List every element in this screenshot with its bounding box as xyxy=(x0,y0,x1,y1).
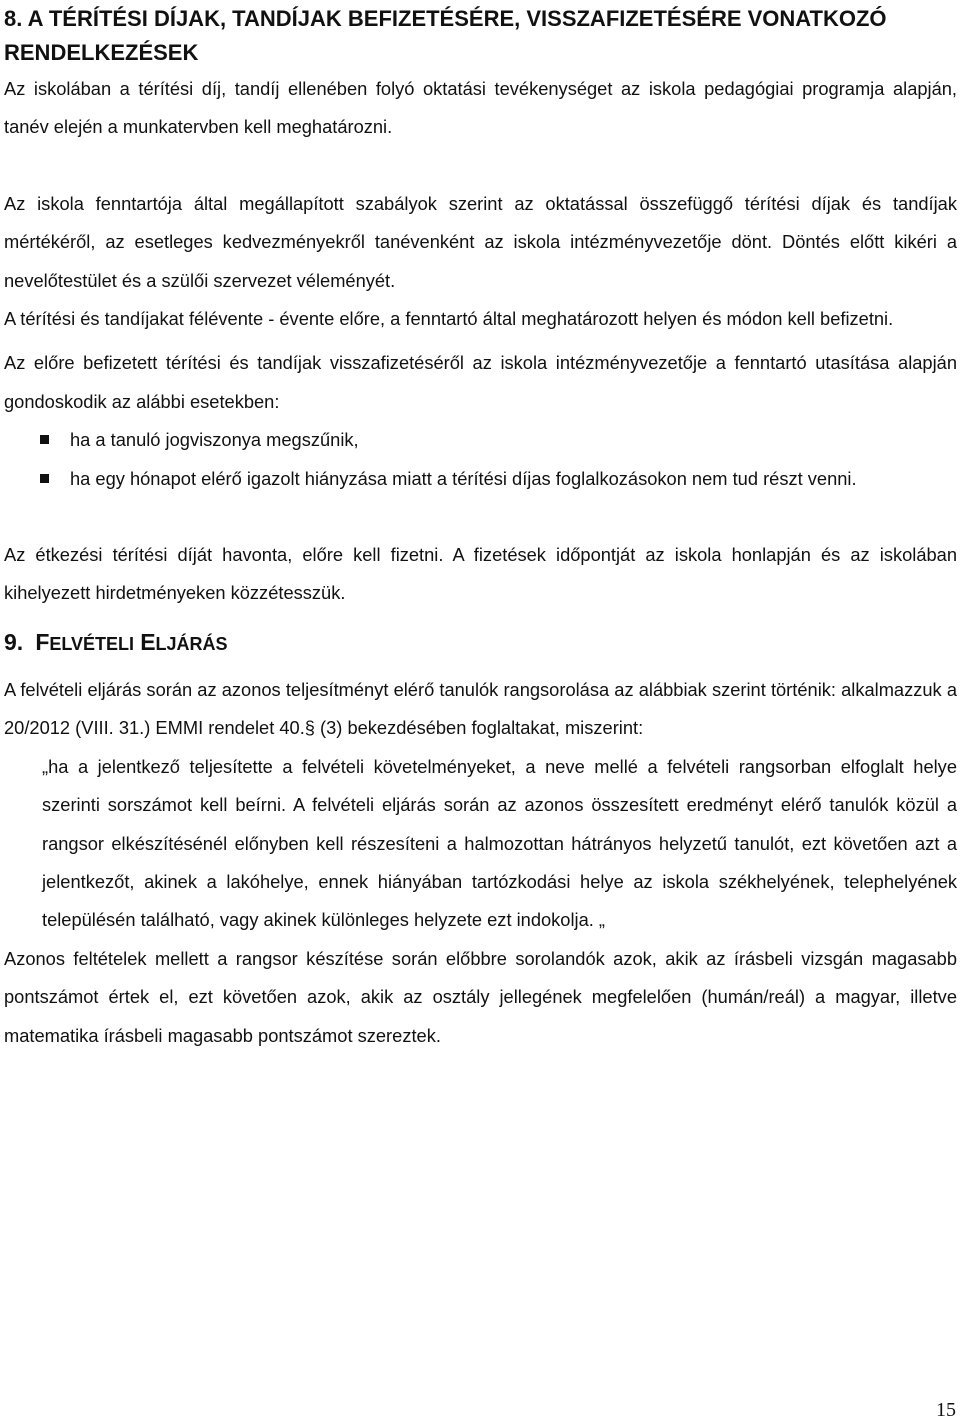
square-bullet-icon xyxy=(40,435,49,444)
section-9-heading-initial-2: E xyxy=(140,628,156,655)
section-9-heading-rest-2: LJÁRÁS xyxy=(155,633,228,654)
section-9-heading-initial-1: F xyxy=(35,628,50,655)
square-bullet-icon xyxy=(40,474,49,483)
list-item xyxy=(70,460,957,498)
section-8-paragraph-1: Az iskolában a térítési díj, tandíj ellenében folyó oktatási tevékenységet az iskola pedagógiai programja alapján, tanév elején a munkatervben kell meghatározni. xyxy=(4,78,957,138)
section-9-number: 9. xyxy=(4,628,24,655)
list-item-text: ha egy hónapot elérő igazolt hiányzása miatt a térítési díjas foglalkozásokon nem tud részt venni. xyxy=(70,467,857,489)
section-8-paragraph-5: Az étkezési térítési díját havonta, előre kell fizetni. A fizetések időpontját az iskola honlapján és az iskolában kihelyezett hirdetményeken közzétesszük. xyxy=(4,544,957,604)
list-item xyxy=(70,421,957,459)
refund-conditions-list xyxy=(4,421,957,498)
section-9-heading-rest-1: ELVÉTELI xyxy=(49,633,135,654)
section-8-paragraph-3: A térítési és tandíjakat félévente - évente előre, a fenntartó által meghatározott helyen és módon kell befizetni. xyxy=(4,308,894,330)
page-number: 15 xyxy=(936,1399,956,1421)
list-item-text: ha a tanuló jogviszonya megszűnik, xyxy=(70,429,359,451)
legal-quote: „ha a jelentkező teljesítette a felvételi követelményeket, a neve mellé a felvételi rangsorban elfoglalt helye szerinti sorszámot kell beírni. A felvételi eljárás során az azonos összesített eredményt elérő tanulók közül a rangsor elkészítésénél előnyben kell részesíteni a halmozottan hátrányos helyzetű tanulót, ezt követően azt a jelentkezőt, akinek a lakóhelye, ennek hiányában tartózkodási helye az iskola székhelyének, telephelyének településén található, vagy akinek különleges helyzete ezt indokolja. „ xyxy=(42,755,957,931)
section-9-heading xyxy=(4,627,957,659)
section-8-paragraph-4: Az előre befizetett térítési és tandíjak visszafizetéséről az iskola intézményvezetője a fenntartó utasítása alapján gondoskodik az alábbi esetekben: xyxy=(4,352,957,412)
section-9-paragraph-2: Azonos feltételek mellett a rangsor készítése során előbbre sorolandók azok, akik az írásbeli vizsgán magasabb pontszámot értek el, ezt követően azok, akik az osztály jellegének megfelelően (humán/reál) a magyar, illetve matematika írásbeli magasabb pontszámot szereztek. xyxy=(4,947,957,1046)
section-8-heading: 8. A TÉRÍTÉSI DÍJAK, TANDÍJAK BEFIZETÉSÉRE, VISSZAFIZETÉSÉRE VONATKOZÓ RENDELKEZÉSEK xyxy=(4,6,887,65)
document-page xyxy=(4,0,957,1055)
section-9-paragraph-1: A felvételi eljárás során az azonos teljesítményt elérő tanulók rangsorolása az alábbiak szerint történik: alkalmazzuk a 20/2012 (VIII. 31.) EMMI rendelet 40.§ (3) bekezdésében foglaltakat, miszerint: xyxy=(4,678,957,739)
section-8-paragraph-2: Az iskola fenntartója által megállapított szabályok szerint az oktatással összefüggő térítési díjak és tandíjak mértékéről, az esetleges kedvezményekről tanévenként az iskola intézményvezetője dönt. Döntés előtt kikéri a nevelőtestület és a szülői szervezet véleményét. xyxy=(4,192,957,291)
